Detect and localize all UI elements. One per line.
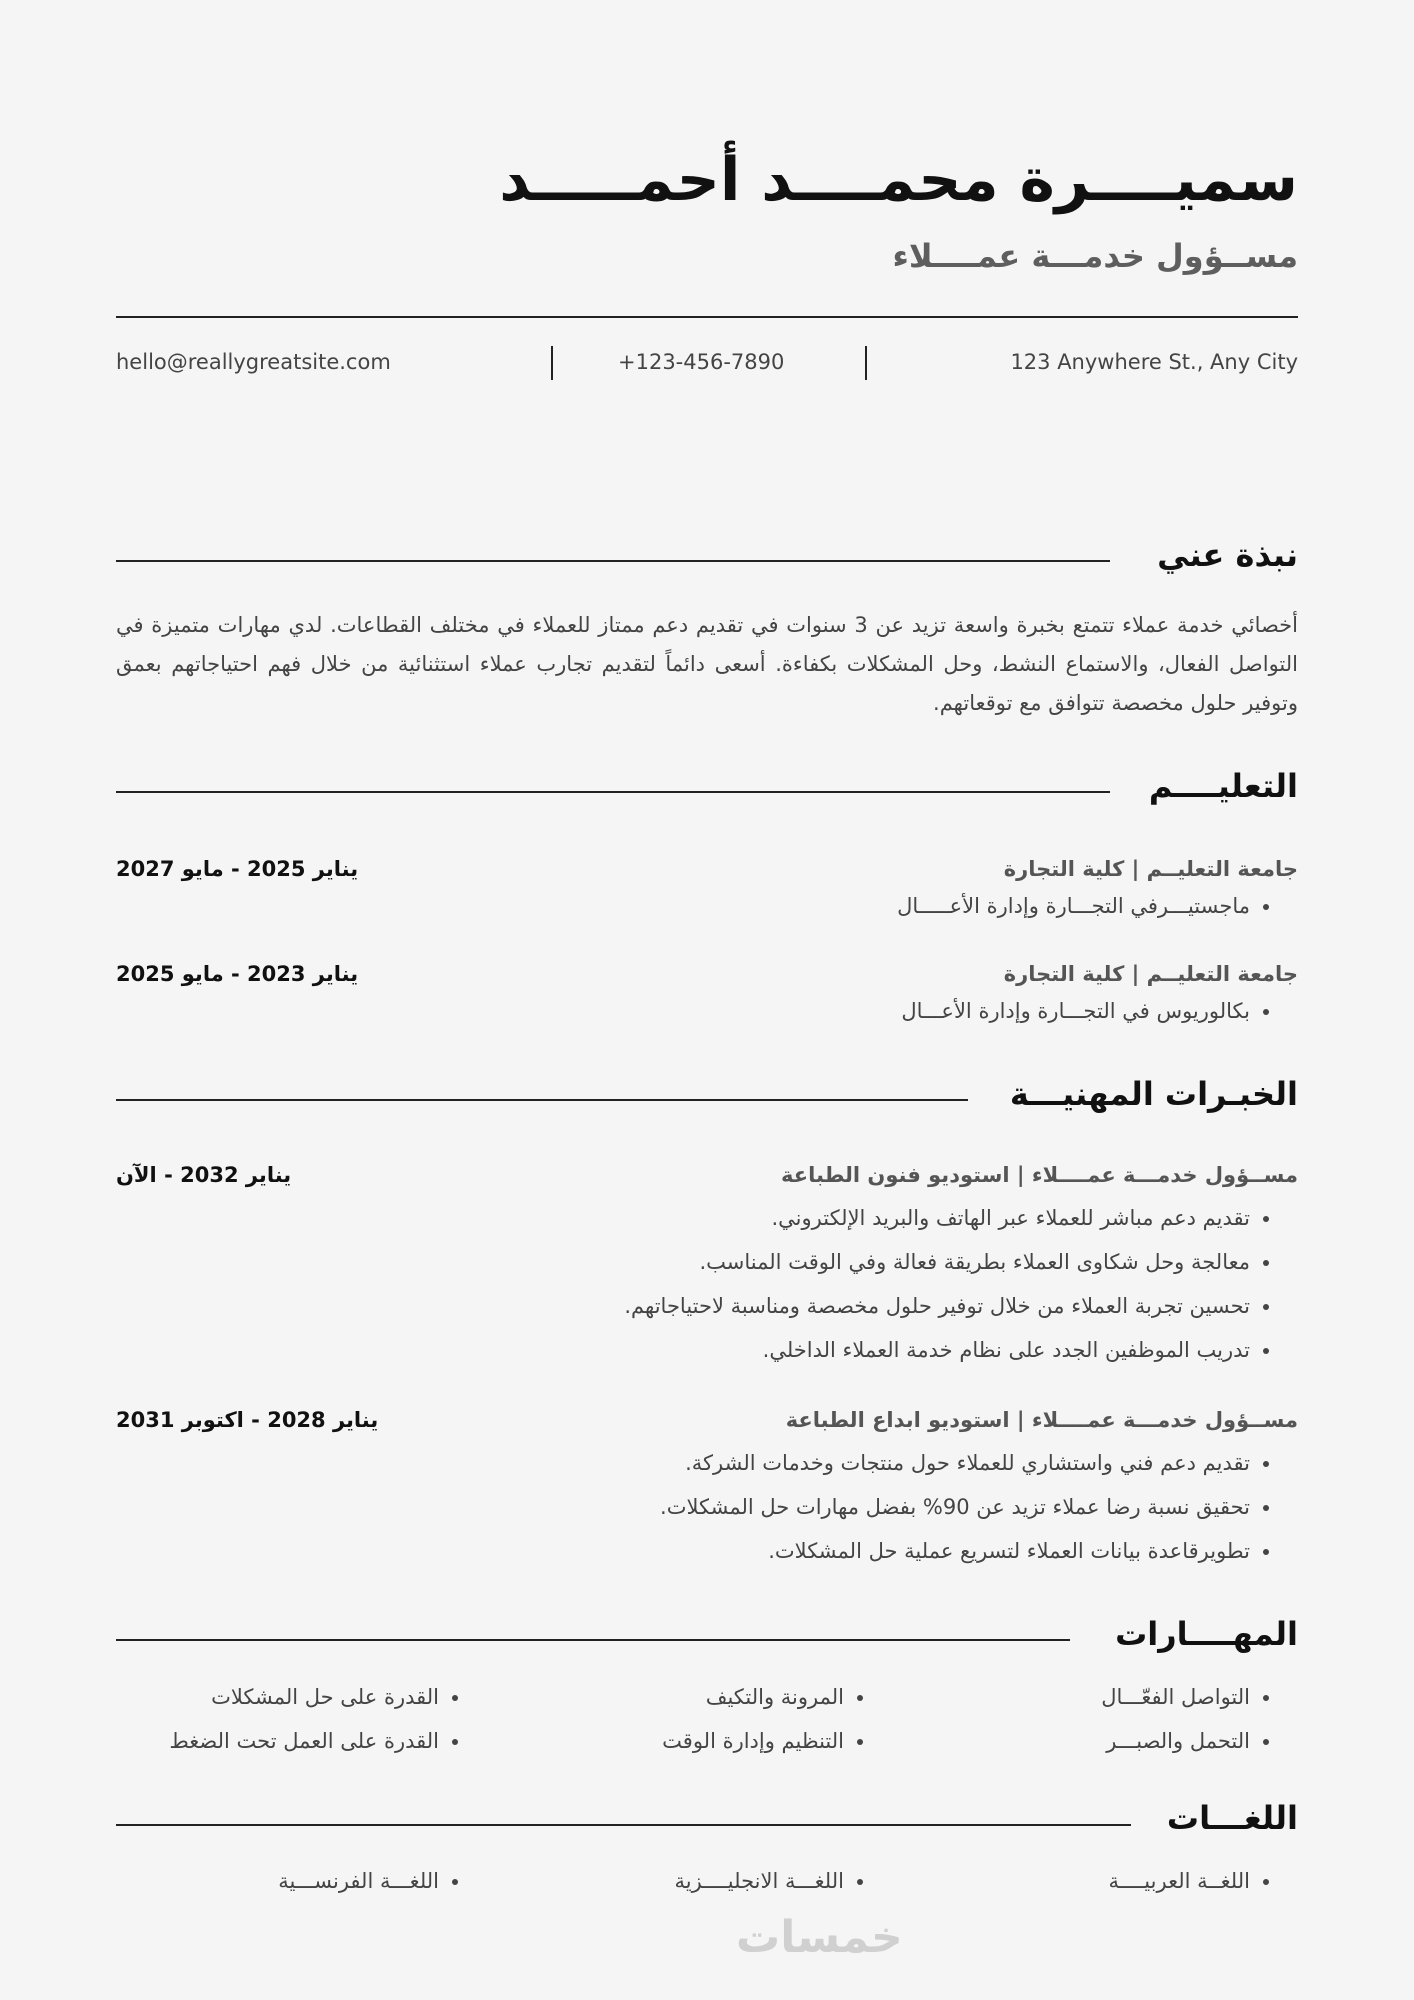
skills-divider [116, 1639, 1070, 1641]
skill-item: • التنظيم وإدارة الوقت [662, 1719, 844, 1763]
skills-column [1101, 1675, 1298, 1763]
language-item: • اللغــة العربيــــة [1108, 1859, 1250, 1903]
education-school: جامعة التعليــم | كلية التجارة [1003, 857, 1298, 881]
skills-title: المهــــارات [1115, 1615, 1298, 1653]
languages-divider [116, 1824, 1131, 1826]
list-item: • معالجة وحل شكاوى العملاء بطريقة فعالة وفي الوقت المناسب. [624, 1240, 1250, 1284]
list-item: • تدريب الموظفين الجدد على نظام خدمة العملاء الداخلي. [624, 1328, 1250, 1372]
skill-item: • القدرة على حل المشكلات [169, 1675, 439, 1719]
experience-role: مســؤول خدمـــة عمــــلاء | استوديو فنون الطباعة [781, 1163, 1298, 1187]
header-divider [116, 316, 1298, 318]
about-title: نبذة عني [1157, 536, 1298, 574]
list-item: • تطويرقاعدة بيانات العملاء لتسريع عملية حل المشكلات. [660, 1529, 1250, 1573]
contact-separator [551, 346, 553, 380]
education-title: التعليــــم [1148, 767, 1298, 805]
contact-phone: +123-456-7890 [618, 350, 785, 374]
languages-column [1108, 1859, 1298, 1903]
experience-date: يناير 2028 - اكتوبر 2031 [116, 1408, 379, 1432]
list-item: • تقديم دعم فني واستشاري للعملاء حول منتجات وخدمات الشركة. [660, 1441, 1250, 1485]
resume-page [116, 0, 1298, 2000]
skills-column [662, 1675, 892, 1763]
language-item: • اللغـــة الانجليــــزية [674, 1859, 844, 1903]
skill-item: • التحمل والصبـــر [1101, 1719, 1250, 1763]
experience-title: الخبـرات المهنيـــة [1009, 1075, 1298, 1113]
contact-email: hello@reallygreatsite.com [116, 350, 391, 374]
education-degree: • ماجستيـــرفي التجـــارة وإدارة الأعـــــال [897, 884, 1250, 928]
list-item: • تحقيق نسبة رضا عملاء تزيد عن 90% بفضل مهارات حل المشكلات. [660, 1485, 1250, 1529]
education-degree: • بكالوريوس في التجـــارة وإدارة الأعـــال [901, 989, 1250, 1033]
experience-bullets [624, 1196, 1298, 1372]
education-date: يناير 2023 - مايو 2025 [116, 962, 359, 986]
language-item: • اللغـــة الفرنســـية [278, 1859, 439, 1903]
list-item: • تقديم دعم مباشر للعملاء عبر الهاتف والبريد الإلكتروني. [624, 1196, 1250, 1240]
skill-item: • القدرة على العمل تحت الضغط [169, 1719, 439, 1763]
experience-date: يناير 2032 - الآن [116, 1163, 292, 1187]
about-text: أخصائي خدمة عملاء تتمتع بخبرة واسعة تزيد عن 3 سنوات في تقديم دعم ممتاز للعملاء في مختلف القطاعات. لدي مهارات متميزة في التواصل الفعال، والاستماع النشط، وحل المشكلات بكفاءة. أسعى دائماً لتقديم تجارب عملاء استثنائية من خلال فهم احتياجاتهم بعمق وتوفير حلول مخصصة تتوافق مع توقعاتهم. [116, 613, 1298, 715]
education-degree-list [897, 884, 1298, 928]
education-date: يناير 2025 - مايو 2027 [116, 857, 359, 881]
about-divider [116, 560, 1110, 562]
languages-title: اللغـــات [1166, 1799, 1298, 1837]
skill-item: • المرونة والتكيف [662, 1675, 844, 1719]
job-title: مســؤول خدمـــة عمــــلاء [892, 237, 1298, 275]
languages-column [674, 1859, 892, 1903]
education-degree-list [901, 989, 1298, 1033]
skills-column [169, 1675, 487, 1763]
candidate-name: سميــــرة محمــــد أحمـــــد [499, 145, 1298, 215]
contact-address: 123 Anywhere St., Any City [1010, 350, 1298, 374]
experience-bullets [660, 1441, 1298, 1573]
footer-logo: خمسات [736, 1912, 903, 1963]
skill-item: • التواصل الفعّـــال [1101, 1675, 1250, 1719]
experience-role: مســؤول خدمـــة عمــــلاء | استوديو ابداع الطباعة [785, 1408, 1298, 1432]
education-school: جامعة التعليــم | كلية التجارة [1003, 962, 1298, 986]
languages-column [278, 1859, 487, 1903]
experience-divider [116, 1099, 968, 1101]
education-divider [116, 791, 1110, 793]
list-item: • تحسين تجربة العملاء من خلال توفير حلول مخصصة ومناسبة لاحتياجاتهم. [624, 1284, 1250, 1328]
contact-separator [865, 346, 867, 380]
